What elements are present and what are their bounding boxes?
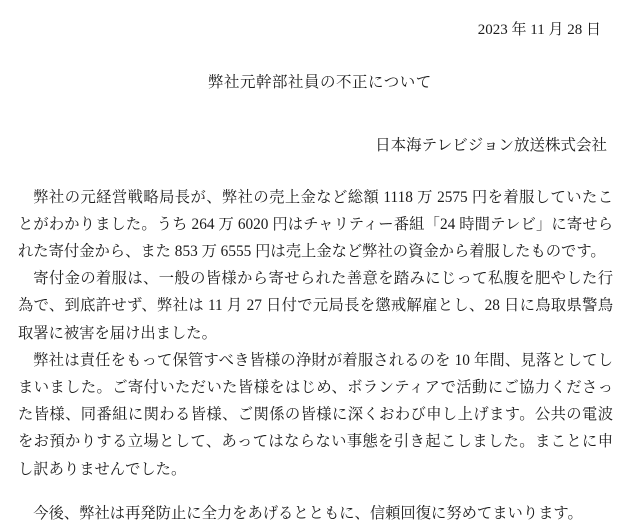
document-issuer: 日本海テレビジョン放送株式会社 bbox=[18, 134, 613, 157]
document-paragraph: 弊社は責任をもって保管すべき皆様の浄財が着服されるのを 10 年間、見落としてしまいました。ご寄付いただいた皆様をはじめ、ボランティアで活動にご協力くださった皆様、同番組に関わる皆様、ご関係の皆様に深くおわび申し上げます。公共の電波をお預かりする立場として、あってはならない事態を引き起こしました。まことに申し訳ありませんでした。 bbox=[18, 347, 613, 483]
document-paragraph: 寄付金の着服は、一般の皆様から寄せられた善意を踏みにじって私腹を肥やした行為で、到底許せず、弊社は 11 月 27 日付で元局長を懲戒解雇とし、28 日に鳥取県警鳥取署に被害を届け出ました。 bbox=[18, 265, 613, 347]
document-body bbox=[18, 184, 613, 527]
document-paragraph: 弊社の元経営戦略局長が、弊社の売上金など総額 1118 万 2575 円を着服していたことがわかりました。うち 264 万 6020 円はチャリティー番組「24 時間テレビ」に寄せられた寄付金から、また 853 万 6555 円は売上金など弊社の資金から着服したものです。 bbox=[18, 184, 613, 266]
document-title: 弊社元幹部社員の不正について bbox=[18, 71, 613, 94]
document-paragraph: 今後、弊社は再発防止に全力をあげるとともに、信頼回復に努めてまいります。 bbox=[18, 500, 613, 527]
document-date: 2023 年 11 月 28 日 bbox=[18, 20, 613, 41]
